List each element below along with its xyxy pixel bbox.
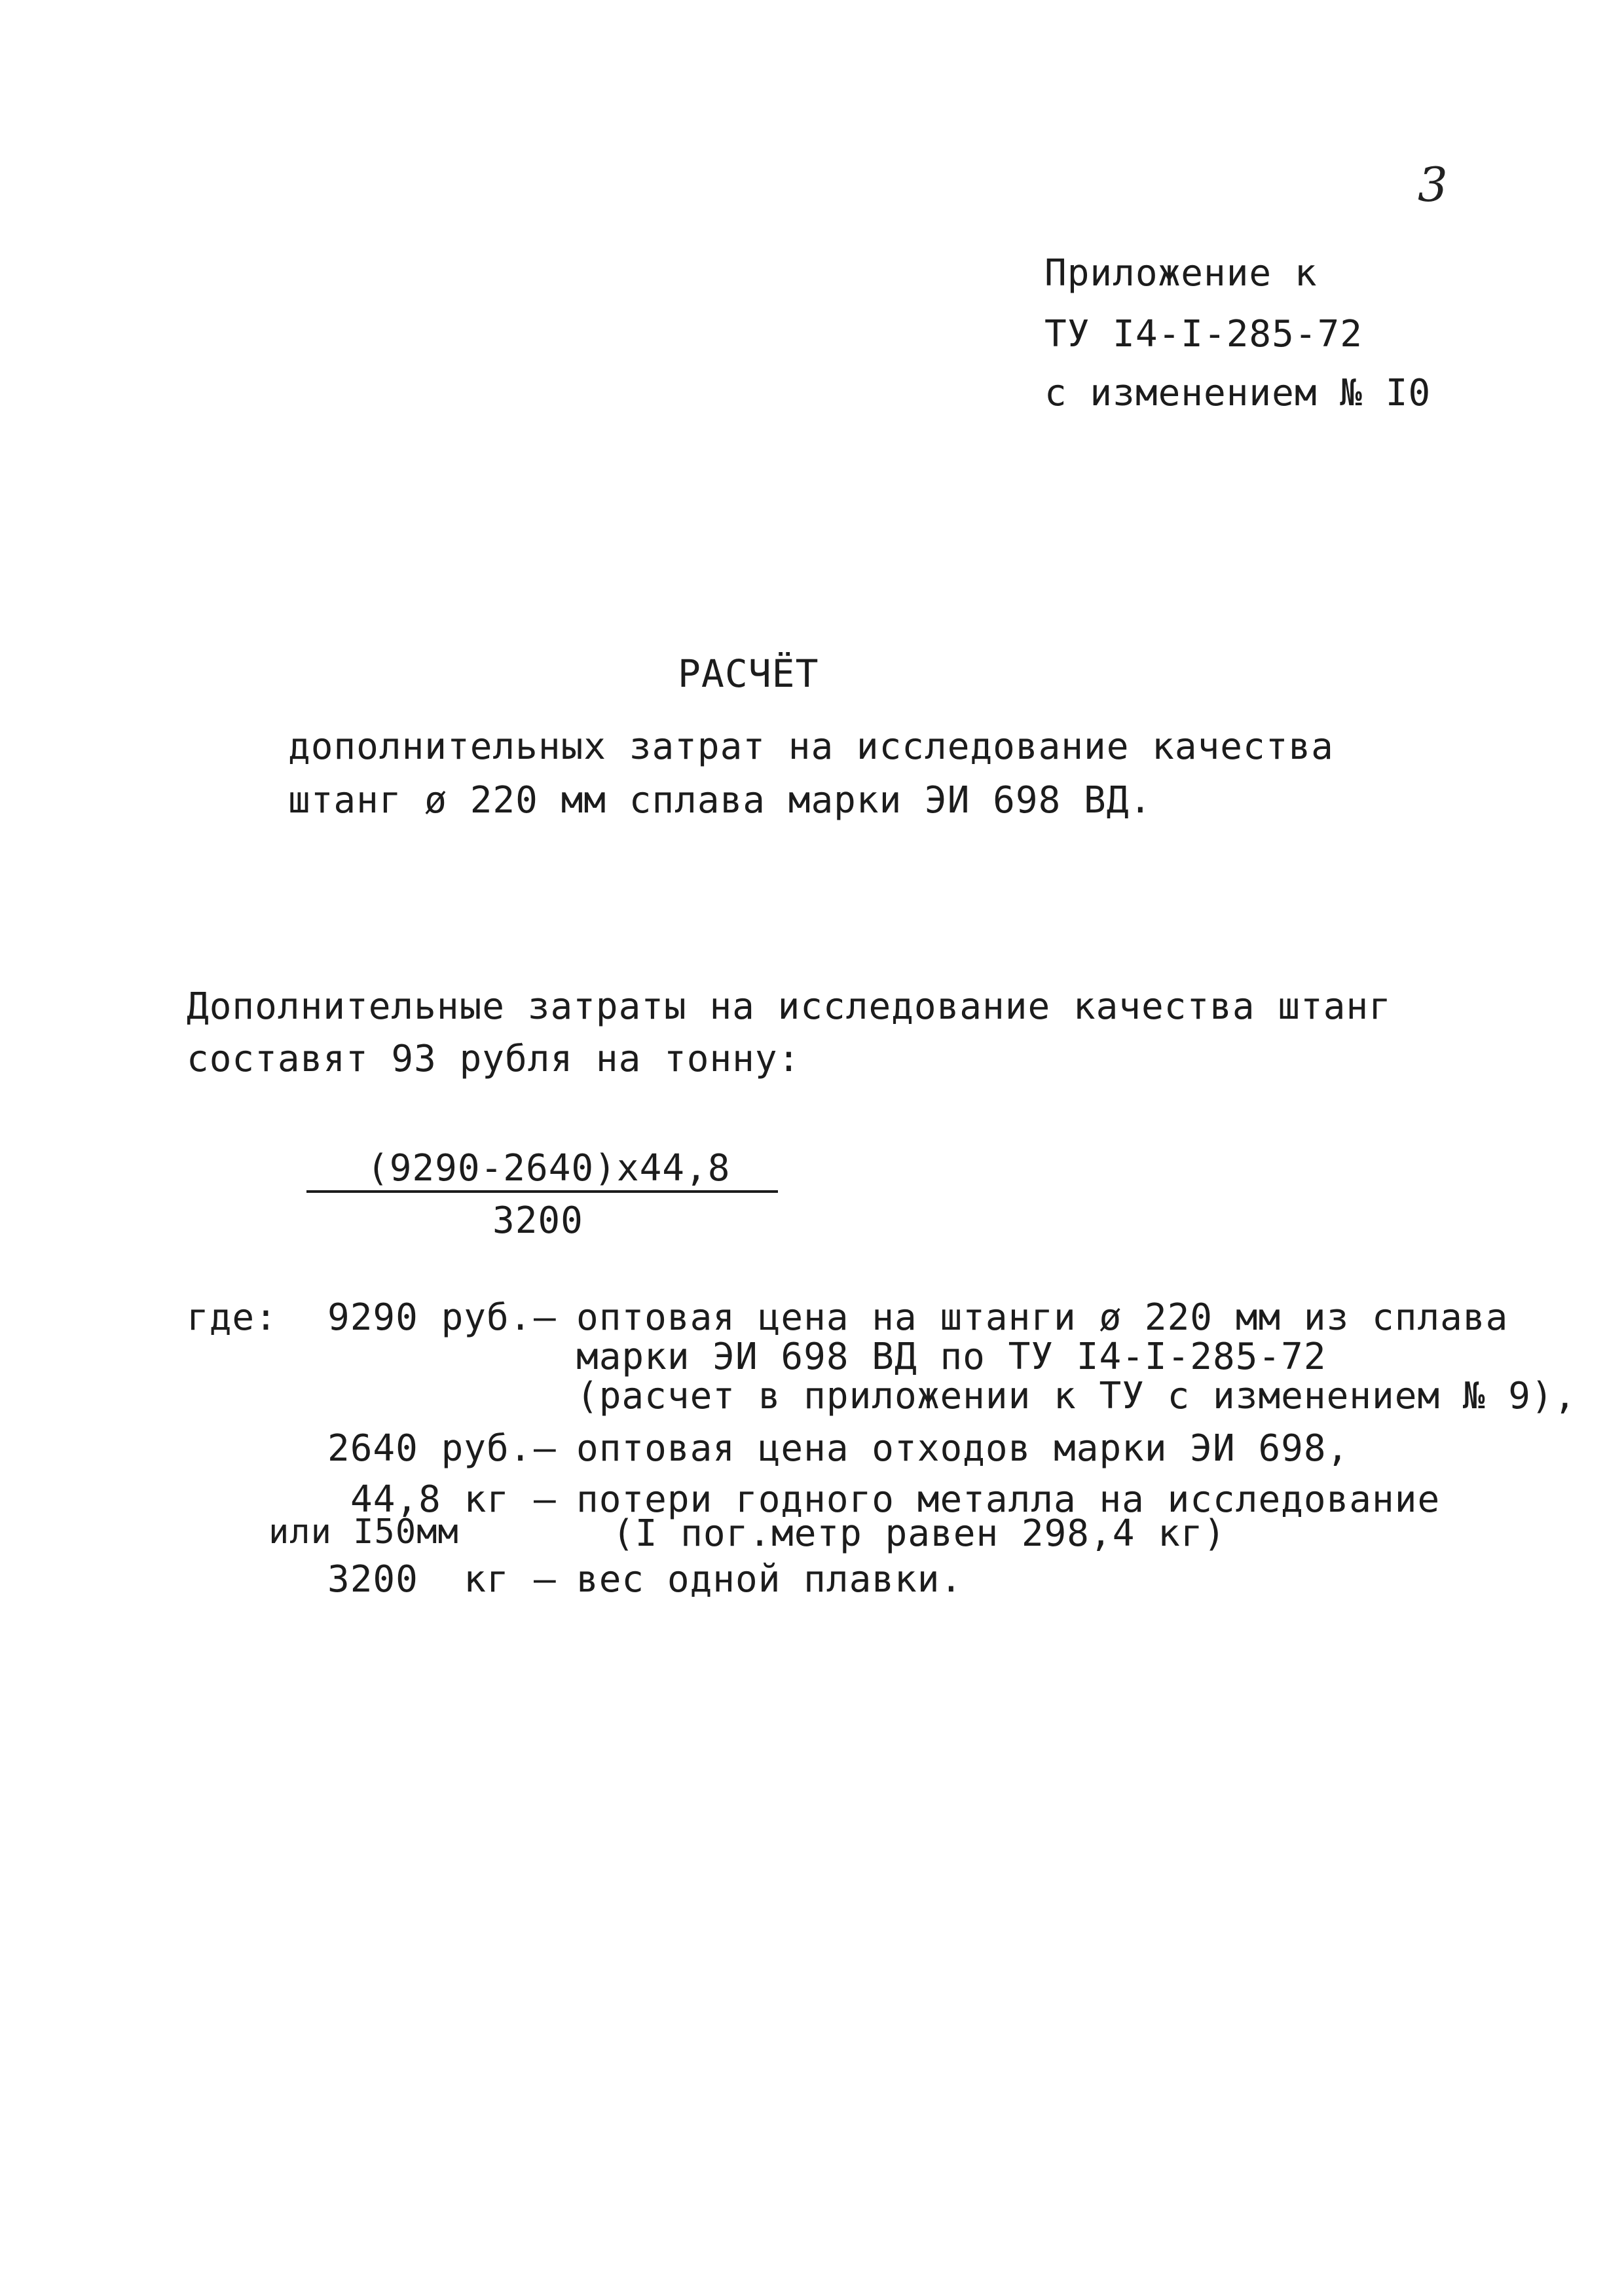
intro-line2: составят 93 рубля на тонну: <box>187 1038 801 1080</box>
formula-numerator: (9290-2640)x44,8 <box>367 1147 731 1190</box>
formula-fraction-bar <box>306 1190 778 1193</box>
legend-text-line: марки ЭИ 698 ВД по ТУ I4-I-285-72 <box>576 1336 1327 1378</box>
header-spec-number: ТУ I4-I-285-72 <box>1044 313 1363 355</box>
legend-text-line: оптовая цена отходов марки ЭИ 698, <box>576 1427 1350 1470</box>
legend-value: 9290 руб. <box>327 1296 532 1339</box>
intro-line1: Дополнительные затраты на исследование качества штанг <box>187 985 1392 1028</box>
header-change-number: с изменением № I0 <box>1044 372 1431 414</box>
document-subtitle-line2: штанг ø 220 мм сплава марки ЭИ 698 ВД. <box>288 779 1153 822</box>
legend-dash: – <box>534 1558 557 1601</box>
legend-dash: – <box>534 1427 557 1470</box>
legend-text-line: вес одной плавки. <box>576 1558 963 1601</box>
document-subtitle-line1: дополнительных затрат на исследование качества <box>288 725 1334 768</box>
legend-dash: – <box>534 1296 557 1339</box>
legend-value: 3200 кг <box>327 1558 509 1601</box>
formula-denominator: 3200 <box>492 1199 583 1242</box>
legend-text-line: (расчет в приложении к ТУ с изменением № 9), <box>576 1375 1577 1417</box>
legend-text-line: оптовая цена на штанги ø 220 мм из сплава <box>576 1296 1509 1339</box>
legend-text-line: (I пог.метр равен 298,4 кг) <box>612 1512 1227 1555</box>
header-appendix-label: Приложение к <box>1044 252 1318 295</box>
page-number: 3 <box>1418 157 1448 212</box>
legend-dash: – <box>534 1478 557 1521</box>
legend-value: 44,8 кг <box>350 1478 510 1521</box>
legend-where-label: где: <box>187 1296 278 1339</box>
legend-value: 2640 руб. <box>327 1427 532 1470</box>
legend-value-alt: или I50мм <box>268 1512 459 1552</box>
document-heading: РАСЧЁТ <box>678 651 819 696</box>
legend-text-line: потери годного металла на исследование <box>576 1478 1441 1521</box>
